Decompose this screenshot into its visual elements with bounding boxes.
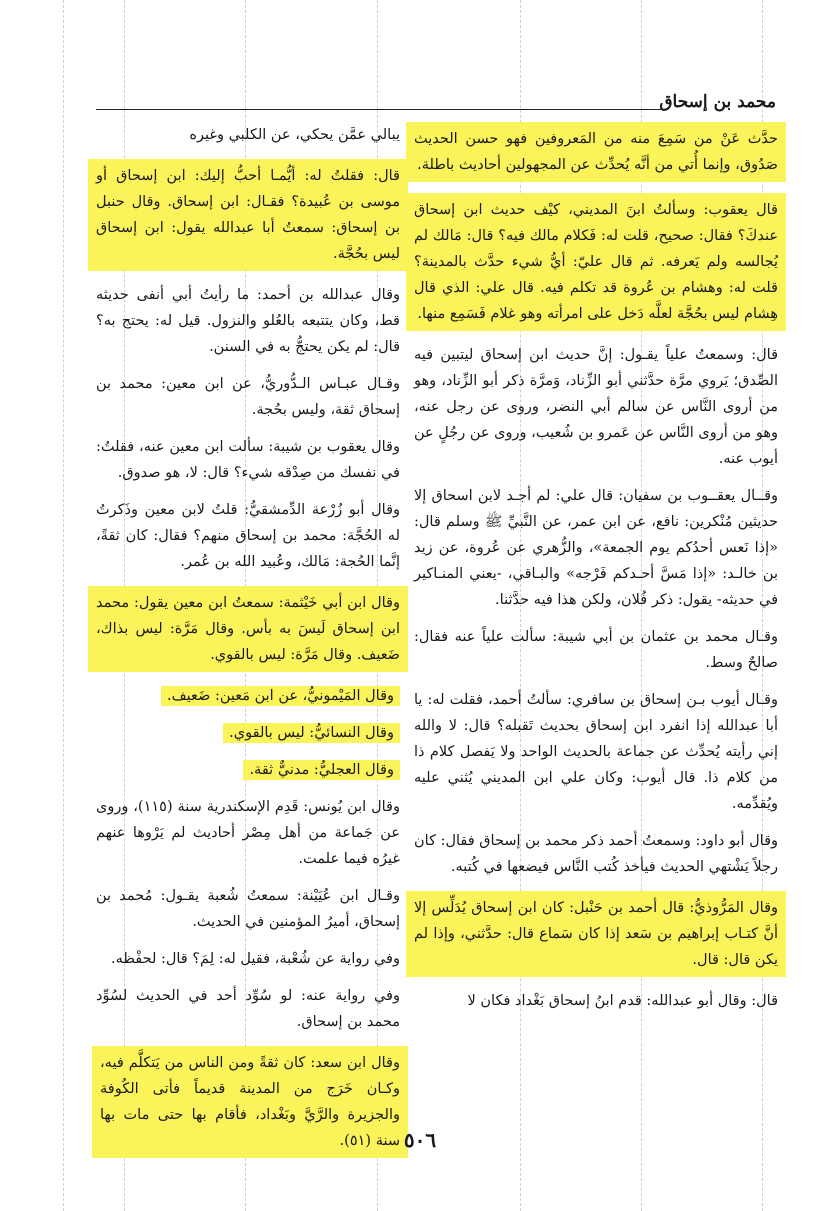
highlighted-paragraph: حدَّث عَنْ من سَمِعَ منه من المَعروفين فهو حسن الحديث صَدُوق، وإنما أُتي من أنَّه يُحدِّث عن المجهولين أحاديث باطلة. [406,122,786,182]
header-rule [96,109,664,110]
page-number: ٥٠٦ [403,1128,437,1152]
highlighted-paragraph: وقال المَرُّوذيُّ: قال أحمد بن حَنْبل: كان ابن إسحاق يُدَلِّس إلا أنَّ كتـاب إبراهيم بن سَعد إذا كان سَماع قال: حدَّثني، وإذا لم يكن قال: قال. [406,891,786,977]
paragraph: وفي رواية عن شُعْبة، فقيل له: لِمَ؟ قال: لحفْظه. [110,951,400,967]
paragraph [96,720,400,746]
paragraph: قال: وقال أبو عبدالله: قدم ابنُ إسحاق بَغْداد فكان لا [467,993,778,1009]
grid-line [63,0,64,1211]
paragraph: وقـال عبـاس الـدُّوريُّ، عن ابن معين: محمد بن إسحاق ثقة، وليس بحُجة. [96,376,400,418]
paragraph: وقـال محمد بن عثمان بن أبي شيبة: سألت علياً عنه فقال: صالحٌ وسط. [414,629,778,671]
highlighted-paragraph: قال: فقلتُ له: أيُّمـا أحبُّ إليك: ابن إسحاق أو موسى بن عُبيدة؟ فقـال: ابن إسحاق. وقال حنبل بن إسحاق: سمعتُ أبا عبدالله يقول: ابن إسحاق ليس بحُجَّة. [88,159,408,271]
paragraph: قال: وسمعتُ علياً يقـول: إنَّ حديث ابن إسحاق ليتبين فيه الصِّدق؛ يَروي مرَّة حدَّثني أبو الزِّناد، وَمرَّة ذكر أبو الزِّناد، وهو من أروى النَّاس عن سالم أبي النضر، وروى عن رجل عنه، وهو من أروى النَّاس عن عَمرو بن شُعيب، وروى عن رجُلٍ عن أيوب عنه. [414,347,778,467]
paragraph: وفي رواية عنه: لو سُوِّد أحد في الحديث لسُوِّد محمد بن إسحاق. [96,988,400,1030]
paragraph [96,683,400,709]
paragraph: وقال أبو داود: وسمعتُ أحمد ذكر محمد بن إسحاق فقال: كان رجلاً يَشْتهي الحديث فيأخذ كُتب النَّاس فيضعها في كُتبه. [414,833,778,875]
running-header [96,92,776,116]
highlighted-text: وقال النسائيُّ: ليس بالقوي. [223,723,400,743]
highlighted-paragraph: وقال ابن سعد: كان ثقةً ومن الناس من يَتكلَّم فيه، وكـان خَرَج من المدينة قديماً فأتى الكُوفة والجزيرة والرَّيَّ وبَغْداد، فأقام بها حتى مات بها سنة (٥١). [92,1046,408,1158]
paragraph: وقال يعقوب بن شيبة: سألت ابن معين عنه، فقلتُ: في نفسك من صِدْقه شيء؟ قال: لا، هو صدوق. [96,439,400,481]
paragraph: وقــال يعقــوب بن سفيان: قال علي: لم أجـد لابن اسحاق إلا حديثين مُنْكرين: نافع، عن ابن عمر، عن النَّبيِّ ﷺ وسلم قال: «إذا نَعس أحدُكم يوم الجمعة»، والزُّهري عن عُروة، عن زيد بن خالـد: «إذا مَسَّ أحـدكم فَرْجه» والبـاقي، -يعني المنـاكير في حديثه- يقول: ذكر فُلان، ولكن هذا فيه حدَّثنا. [414,488,778,608]
paragraph: وقال ابن يُونس: قَدِم الإسكندرية سنة (١١٥)، وروى عن جَماعة من أهل مِصْر أحاديث لم يَرْوها عنهم غيرُه فيما علمت. [96,799,400,867]
paragraph: وقال عبدالله بن أحمد: ما رأيتُ أبي أنفى حديثه قط، وكان يتتبعه بالعُلو والنزول. قيل له: يحتج به؟ قال: لم يكن يحتجُّ به في السنن. [96,287,400,355]
highlighted-text: وقال العجليُّ: مدنيٌّ ثقة. [243,760,400,780]
left-column [96,122,400,1169]
highlighted-paragraph: وقال ابن أبي خَيْثمة: سمعتُ ابن معين يقول: محمد ابن إسحاق لَيسَ به بأس. وقال مَرَّة: ليس بذاك، ضَعيف. وقال مَرَّة: ليس بالقوي. [88,586,408,672]
paragraph: وقـال أيوب بـن إسحاق بن سافري: سألتُ أحمد، فقلت له: يا أبا عبدالله إذا انفرد ابن إسحاق بحديث تَقبله؟ قال: لا والله إني رأيته يُحدِّث عن جماعة بالحديث الواحد ولا يَفصل كلام ذا من كلام ذا. قال أيوب: وكان علي ابن المديني يُثني عليه ويُقدِّمه. [414,692,778,812]
paragraph: وقال أبو زُرْعة الدِّمشقيُّ: قلتُ لابن معين وذَكرتُ له الحُجَّة: محمد بن إسحاق منهم؟ فقال: كان ثقةً، إنَّما الحُجة: مَالك، وعُبيد الله بن عُمر. [96,502,400,570]
header-title: محمد بن إسحاق [659,92,776,112]
highlighted-paragraph: قال يعقوب: وسألتُ ابنَ المديني، كيْف حديث ابن إسحاق عندكَ؟ فقال: صحيح، قلت له: فَكلام مالك فيه؟ قال: مَالك لم يُجالسه ولم يَعرفه. ثم قال عليّ: أيُّ شيء حدَّث بالمدينة؟ قلت له: وهشام بن عُروة قد تكلم فيه. قال علي: الذي قال هِشام ليس بحُجَّة لعلَّه دَخل على امرأته وهو غلام فَسَمِع منها. [406,193,786,331]
paragraph: يبالي عمَّن يحكي، عن الكلبي وغيره [189,127,400,143]
paragraph [96,757,400,783]
paragraph: وقـال ابن عُيَيْنة: سمعتُ شُعبة يقـول: مُحمد بن إسحاق، أميرُ المؤمنين في الحديث. [96,888,400,930]
highlighted-text: وقال المَيْمونيُّ، عن ابن مَعين: ضَعيف. [161,686,400,706]
right-column [414,122,778,1025]
